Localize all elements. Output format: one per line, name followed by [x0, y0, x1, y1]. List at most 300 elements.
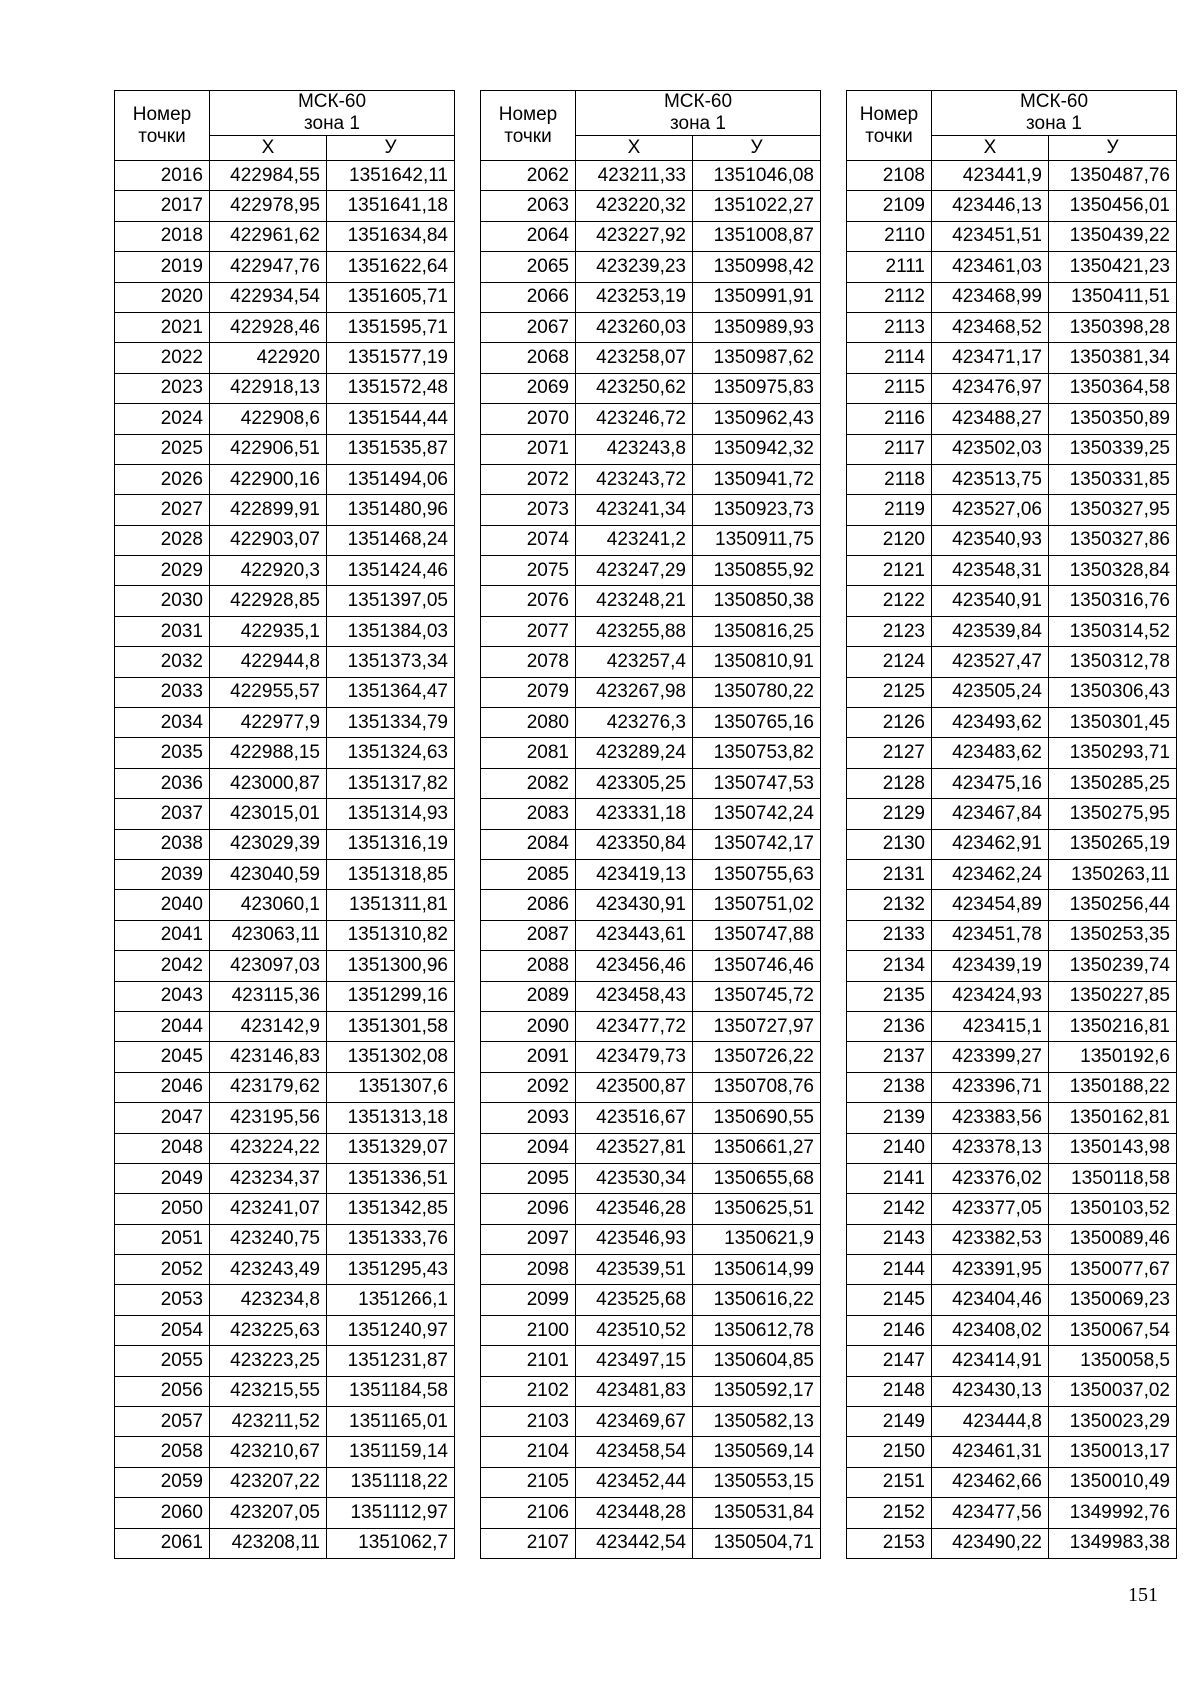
x-coordinate-cell: 423546,28 [576, 1194, 693, 1224]
y-coordinate-cell: 1351324,63 [327, 738, 455, 768]
x-coordinate-cell: 422903,07 [210, 525, 327, 555]
y-coordinate-cell: 1351634,84 [327, 221, 455, 251]
y-coordinate-cell: 1351062,7 [327, 1528, 455, 1558]
point-number-cell: 2146 [847, 1315, 932, 1345]
point-number-cell: 2128 [847, 768, 932, 798]
point-number-cell: 2117 [847, 434, 932, 464]
x-coordinate-cell: 423195,56 [210, 1103, 327, 1133]
table-row [115, 1133, 455, 1163]
point-number-cell: 2139 [847, 1103, 932, 1133]
point-number-cell: 2062 [481, 161, 576, 191]
x-coordinate-cell: 423548,31 [932, 556, 1049, 586]
point-number-cell: 2132 [847, 890, 932, 920]
table-row [115, 1346, 455, 1376]
y-coordinate-cell: 1351300,96 [327, 951, 455, 981]
point-number-cell: 2131 [847, 859, 932, 889]
table-row [481, 221, 821, 251]
coordinate-system-header: МСК-60 зона 1 [210, 91, 455, 136]
point-number-cell: 2033 [115, 677, 210, 707]
y-coordinate-cell: 1350089,46 [1049, 1224, 1177, 1254]
point-number-cell: 2092 [481, 1072, 576, 1102]
point-number-cell: 2114 [847, 343, 932, 373]
point-number-cell: 2112 [847, 282, 932, 312]
table-row [115, 647, 455, 677]
y-coordinate-cell: 1351318,85 [327, 859, 455, 889]
y-coordinate-cell: 1351595,71 [327, 312, 455, 342]
point-number-cell: 2122 [847, 586, 932, 616]
y-coordinate-cell: 1350192,6 [1049, 1042, 1177, 1072]
y-coordinate-cell: 1350411,51 [1049, 282, 1177, 312]
x-coordinate-cell: 423415,1 [932, 1011, 1049, 1041]
table-row [481, 1407, 821, 1437]
x-coordinate-cell: 423241,34 [576, 495, 693, 525]
point-number-cell: 2118 [847, 464, 932, 494]
table-row [847, 404, 1177, 434]
y-coordinate-cell: 1351364,47 [327, 677, 455, 707]
y-coordinate-cell: 1350331,85 [1049, 464, 1177, 494]
y-coordinate-cell: 1350989,93 [693, 312, 821, 342]
x-coordinate-cell: 423377,05 [932, 1194, 1049, 1224]
y-coordinate-cell: 1351165,01 [327, 1407, 455, 1437]
point-number-cell: 2024 [115, 404, 210, 434]
point-number-cell: 2098 [481, 1255, 576, 1285]
y-coordinate-cell: 1350726,22 [693, 1042, 821, 1072]
x-coordinate-cell: 423439,19 [932, 951, 1049, 981]
x-coordinate-cell: 423527,81 [576, 1133, 693, 1163]
y-coordinate-cell: 1350582,13 [693, 1407, 821, 1437]
point-number-cell: 2100 [481, 1315, 576, 1345]
y-coordinate-cell: 1350456,01 [1049, 191, 1177, 221]
x-coordinate-cell: 423383,56 [932, 1103, 1049, 1133]
y-coordinate-cell: 1350987,62 [693, 343, 821, 373]
point-number-cell: 2072 [481, 464, 576, 494]
y-coordinate-cell: 1350216,81 [1049, 1011, 1177, 1041]
y-coordinate-cell: 1350421,23 [1049, 252, 1177, 282]
y-coordinate-cell: 1350612,78 [693, 1315, 821, 1345]
point-number-cell: 2138 [847, 1072, 932, 1102]
y-coordinate-cell: 1349992,76 [1049, 1498, 1177, 1528]
table-row [847, 464, 1177, 494]
point-number-cell: 2096 [481, 1194, 576, 1224]
table-row [481, 556, 821, 586]
point-number-cell: 2099 [481, 1285, 576, 1315]
table-row [847, 282, 1177, 312]
table-row [115, 799, 455, 829]
y-coordinate-cell: 1350398,28 [1049, 312, 1177, 342]
table-row [847, 768, 1177, 798]
point-number-cell: 2047 [115, 1103, 210, 1133]
y-coordinate-cell: 1350188,22 [1049, 1072, 1177, 1102]
table-row [115, 738, 455, 768]
y-coordinate-cell: 1350253,35 [1049, 920, 1177, 950]
point-number-cell: 2130 [847, 829, 932, 859]
y-coordinate-cell: 1350339,25 [1049, 434, 1177, 464]
x-coordinate-cell: 423483,62 [932, 738, 1049, 768]
x-coordinate-cell: 423331,18 [576, 799, 693, 829]
point-number-cell: 2018 [115, 221, 210, 251]
table-row [847, 495, 1177, 525]
y-coordinate-cell: 1351231,87 [327, 1346, 455, 1376]
y-coordinate-cell: 1350614,99 [693, 1255, 821, 1285]
table-row [847, 890, 1177, 920]
y-coordinate-cell: 1351336,51 [327, 1163, 455, 1193]
table-row [481, 252, 821, 282]
x-coordinate-cell: 423243,72 [576, 464, 693, 494]
x-coordinate-cell: 423243,49 [210, 1255, 327, 1285]
point-number-cell: 2045 [115, 1042, 210, 1072]
y-coordinate-cell: 1350067,54 [1049, 1315, 1177, 1345]
table-row [847, 1467, 1177, 1497]
y-coordinate-cell: 1350690,55 [693, 1103, 821, 1133]
point-number-cell: 2056 [115, 1376, 210, 1406]
y-coordinate-cell: 1350487,76 [1049, 161, 1177, 191]
table-row [481, 525, 821, 555]
x-coordinate-cell: 423404,46 [932, 1285, 1049, 1315]
point-number-cell: 2110 [847, 221, 932, 251]
point-number-cell: 2111 [847, 252, 932, 282]
point-number-cell: 2061 [115, 1528, 210, 1558]
point-number-cell: 2102 [481, 1376, 576, 1406]
point-number-cell: 2105 [481, 1467, 576, 1497]
y-coordinate-cell: 1350010,49 [1049, 1467, 1177, 1497]
x-coordinate-cell: 422934,54 [210, 282, 327, 312]
y-coordinate-cell: 1350746,46 [693, 951, 821, 981]
x-coordinate-cell: 423234,37 [210, 1163, 327, 1193]
table-row [847, 1103, 1177, 1133]
point-number-cell: 2058 [115, 1437, 210, 1467]
table-row [115, 404, 455, 434]
point-number-cell: 2022 [115, 343, 210, 373]
x-coordinate-cell: 423239,23 [576, 252, 693, 282]
y-column-header: У [327, 136, 455, 161]
y-coordinate-cell: 1350753,82 [693, 738, 821, 768]
point-number-cell: 2125 [847, 677, 932, 707]
point-number-cell: 2141 [847, 1163, 932, 1193]
x-coordinate-cell: 423208,11 [210, 1528, 327, 1558]
table-row [847, 1285, 1177, 1315]
x-coordinate-cell: 423444,8 [932, 1407, 1049, 1437]
y-coordinate-cell: 1350553,15 [693, 1467, 821, 1497]
y-coordinate-cell: 1350604,85 [693, 1346, 821, 1376]
point-number-cell: 2031 [115, 616, 210, 646]
x-coordinate-cell: 423376,02 [932, 1163, 1049, 1193]
table-row [481, 1133, 821, 1163]
x-coordinate-cell: 423539,51 [576, 1255, 693, 1285]
y-coordinate-cell: 1350265,19 [1049, 829, 1177, 859]
table-row [115, 373, 455, 403]
coordinates-table-3 [846, 90, 1177, 1559]
x-coordinate-cell: 423378,13 [932, 1133, 1049, 1163]
point-number-cell: 2108 [847, 161, 932, 191]
x-coordinate-cell: 423015,01 [210, 799, 327, 829]
point-number-cell: 2136 [847, 1011, 932, 1041]
x-coordinate-cell: 423442,54 [576, 1528, 693, 1558]
x-coordinate-cell: 422920,3 [210, 556, 327, 586]
point-number-cell: 2148 [847, 1376, 932, 1406]
point-number-cell: 2030 [115, 586, 210, 616]
x-coordinate-cell: 422906,51 [210, 434, 327, 464]
table-row [115, 859, 455, 889]
point-number-cell: 2137 [847, 1042, 932, 1072]
x-coordinate-cell: 423479,73 [576, 1042, 693, 1072]
y-coordinate-cell: 1350923,73 [693, 495, 821, 525]
table-row [847, 1224, 1177, 1254]
y-coordinate-cell: 1350263,11 [1049, 859, 1177, 889]
coordinates-table-body [481, 161, 821, 1559]
table-row [115, 252, 455, 282]
table-row [847, 616, 1177, 646]
table-row [847, 951, 1177, 981]
y-coordinate-cell: 1350727,97 [693, 1011, 821, 1041]
x-coordinate-cell: 423408,02 [932, 1315, 1049, 1345]
y-coordinate-cell: 1350504,71 [693, 1528, 821, 1558]
x-coordinate-cell: 423446,13 [932, 191, 1049, 221]
y-coordinate-cell: 1351577,19 [327, 343, 455, 373]
table-row [481, 799, 821, 829]
coordinate-system-header: МСК-60 зона 1 [576, 91, 821, 136]
table-row [481, 434, 821, 464]
point-number-cell: 2150 [847, 1437, 932, 1467]
point-number-cell: 2057 [115, 1407, 210, 1437]
table-row [115, 434, 455, 464]
point-number-cell: 2120 [847, 525, 932, 555]
x-coordinate-cell: 423462,66 [932, 1467, 1049, 1497]
y-coordinate-cell: 1351641,18 [327, 191, 455, 221]
x-coordinate-cell: 422961,62 [210, 221, 327, 251]
table-row [481, 1437, 821, 1467]
x-coordinate-cell: 423211,52 [210, 1407, 327, 1437]
y-coordinate-cell: 1350911,75 [693, 525, 821, 555]
y-coordinate-cell: 1350765,16 [693, 708, 821, 738]
x-coordinate-cell: 423451,78 [932, 920, 1049, 950]
y-coordinate-cell: 1350655,68 [693, 1163, 821, 1193]
x-coordinate-cell: 423224,22 [210, 1133, 327, 1163]
point-number-cell: 2044 [115, 1011, 210, 1041]
point-number-cell: 2050 [115, 1194, 210, 1224]
y-coordinate-cell: 1351384,03 [327, 616, 455, 646]
y-coordinate-cell: 1350661,27 [693, 1133, 821, 1163]
table-row [115, 1042, 455, 1072]
point-number-cell: 2147 [847, 1346, 932, 1376]
y-coordinate-cell: 1350306,43 [1049, 677, 1177, 707]
point-number-cell: 2054 [115, 1315, 210, 1345]
y-coordinate-cell: 1350592,17 [693, 1376, 821, 1406]
x-coordinate-cell: 423225,63 [210, 1315, 327, 1345]
table-row [115, 1011, 455, 1041]
x-coordinate-cell: 422977,9 [210, 708, 327, 738]
x-coordinate-cell: 423462,91 [932, 829, 1049, 859]
x-coordinate-cell: 423452,44 [576, 1467, 693, 1497]
x-coordinate-cell: 423456,46 [576, 951, 693, 981]
point-number-cell: 2041 [115, 920, 210, 950]
x-coordinate-cell: 423477,56 [932, 1498, 1049, 1528]
table-row [115, 191, 455, 221]
x-coordinate-cell: 422988,15 [210, 738, 327, 768]
table-row [847, 799, 1177, 829]
y-coordinate-cell: 1350780,22 [693, 677, 821, 707]
y-coordinate-cell: 1351008,87 [693, 221, 821, 251]
table-row [481, 1011, 821, 1041]
y-coordinate-cell: 1350316,76 [1049, 586, 1177, 616]
point-number-cell: 2127 [847, 738, 932, 768]
table-row [847, 677, 1177, 707]
point-number-cell: 2020 [115, 282, 210, 312]
table-row [847, 1376, 1177, 1406]
y-coordinate-cell: 1351112,97 [327, 1498, 455, 1528]
y-coordinate-cell: 1351313,18 [327, 1103, 455, 1133]
point-number-cell: 2123 [847, 616, 932, 646]
y-coordinate-cell: 1351310,82 [327, 920, 455, 950]
y-coordinate-cell: 1350745,72 [693, 981, 821, 1011]
point-number-cell: 2107 [481, 1528, 576, 1558]
x-coordinate-cell: 423462,24 [932, 859, 1049, 889]
table-row [115, 312, 455, 342]
x-column-header: Х [210, 136, 327, 161]
point-number-cell: 2066 [481, 282, 576, 312]
table-row [847, 647, 1177, 677]
x-coordinate-cell: 423267,98 [576, 677, 693, 707]
point-number-cell: 2042 [115, 951, 210, 981]
y-coordinate-cell: 1351468,24 [327, 525, 455, 555]
point-number-cell: 2075 [481, 556, 576, 586]
table-row [481, 890, 821, 920]
point-number-cell: 2078 [481, 647, 576, 677]
point-number-header: Номер точки [115, 91, 210, 161]
y-coordinate-cell: 1350143,98 [1049, 1133, 1177, 1163]
x-coordinate-cell: 423211,33 [576, 161, 693, 191]
y-coordinate-cell: 1350816,25 [693, 616, 821, 646]
x-coordinate-cell: 423527,06 [932, 495, 1049, 525]
x-coordinate-cell: 423546,93 [576, 1224, 693, 1254]
y-coordinate-cell: 1350069,23 [1049, 1285, 1177, 1315]
y-coordinate-cell: 1351240,97 [327, 1315, 455, 1345]
y-coordinate-cell: 1350013,17 [1049, 1437, 1177, 1467]
table-row [481, 1072, 821, 1102]
x-coordinate-cell: 423530,34 [576, 1163, 693, 1193]
x-coordinate-cell: 423255,88 [576, 616, 693, 646]
y-coordinate-cell: 1351605,71 [327, 282, 455, 312]
point-number-cell: 2129 [847, 799, 932, 829]
point-number-cell: 2021 [115, 312, 210, 342]
table-row [115, 282, 455, 312]
table-row [847, 1133, 1177, 1163]
x-coordinate-cell: 423461,03 [932, 252, 1049, 282]
point-number-cell: 2055 [115, 1346, 210, 1376]
x-coordinate-cell: 423493,62 [932, 708, 1049, 738]
y-coordinate-cell: 1350975,83 [693, 373, 821, 403]
table-row [115, 161, 455, 191]
table-row [847, 191, 1177, 221]
page-number: 151 [1128, 1584, 1158, 1606]
y-coordinate-cell: 1350275,95 [1049, 799, 1177, 829]
point-number-cell: 2036 [115, 768, 210, 798]
table-row [847, 829, 1177, 859]
y-coordinate-cell: 1351622,64 [327, 252, 455, 282]
table-row [481, 920, 821, 950]
y-coordinate-cell: 1351295,43 [327, 1255, 455, 1285]
table-row [847, 312, 1177, 342]
coordinates-table-body [115, 161, 455, 1559]
x-coordinate-cell: 422908,6 [210, 404, 327, 434]
point-number-cell: 2094 [481, 1133, 576, 1163]
point-number-cell: 2104 [481, 1437, 576, 1467]
y-coordinate-cell: 1350942,32 [693, 434, 821, 464]
point-number-cell: 2152 [847, 1498, 932, 1528]
x-coordinate-cell: 423350,84 [576, 829, 693, 859]
point-number-cell: 2023 [115, 373, 210, 403]
point-number-cell: 2090 [481, 1011, 576, 1041]
table-row [481, 282, 821, 312]
table-row [481, 312, 821, 342]
point-number-cell: 2133 [847, 920, 932, 950]
point-number-cell: 2035 [115, 738, 210, 768]
x-coordinate-cell: 423458,54 [576, 1437, 693, 1467]
x-coordinate-cell: 423468,52 [932, 312, 1049, 342]
table-row [847, 434, 1177, 464]
x-coordinate-cell: 422899,91 [210, 495, 327, 525]
table-row [481, 1163, 821, 1193]
table-row [115, 1407, 455, 1437]
y-coordinate-cell: 1350850,38 [693, 586, 821, 616]
x-coordinate-cell: 422920 [210, 343, 327, 373]
table-row [115, 464, 455, 494]
y-coordinate-cell: 1350962,43 [693, 404, 821, 434]
y-coordinate-cell: 1351480,96 [327, 495, 455, 525]
table-row [481, 1224, 821, 1254]
point-number-cell: 2040 [115, 890, 210, 920]
point-number-cell: 2019 [115, 252, 210, 282]
point-number-cell: 2051 [115, 1224, 210, 1254]
table-row [847, 1437, 1177, 1467]
point-number-cell: 2076 [481, 586, 576, 616]
y-coordinate-cell: 1351544,44 [327, 404, 455, 434]
point-number-cell: 2097 [481, 1224, 576, 1254]
y-coordinate-cell: 1350855,92 [693, 556, 821, 586]
table-row [481, 161, 821, 191]
x-coordinate-cell: 423000,87 [210, 768, 327, 798]
table-row [847, 1407, 1177, 1437]
table-row [847, 1528, 1177, 1558]
table-row [481, 708, 821, 738]
point-number-cell: 2077 [481, 616, 576, 646]
table-row [847, 525, 1177, 555]
table-row [481, 495, 821, 525]
y-coordinate-cell: 1350439,22 [1049, 221, 1177, 251]
point-number-cell: 2144 [847, 1255, 932, 1285]
x-coordinate-cell: 423223,25 [210, 1346, 327, 1376]
y-coordinate-cell: 1350941,72 [693, 464, 821, 494]
point-number-cell: 2065 [481, 252, 576, 282]
x-coordinate-cell: 423220,32 [576, 191, 693, 221]
x-coordinate-cell: 423207,05 [210, 1498, 327, 1528]
table-row [847, 708, 1177, 738]
table-row [847, 1163, 1177, 1193]
point-number-cell: 2087 [481, 920, 576, 950]
point-number-cell: 2103 [481, 1407, 576, 1437]
table-row [115, 1194, 455, 1224]
point-number-cell: 2028 [115, 525, 210, 555]
point-number-cell: 2029 [115, 556, 210, 586]
y-coordinate-cell: 1350742,24 [693, 799, 821, 829]
x-coordinate-cell: 423458,43 [576, 981, 693, 1011]
y-coordinate-cell: 1351397,05 [327, 586, 455, 616]
x-coordinate-cell: 423234,8 [210, 1285, 327, 1315]
x-coordinate-cell: 423488,27 [932, 404, 1049, 434]
table-row [115, 951, 455, 981]
y-coordinate-cell: 1350327,86 [1049, 525, 1177, 555]
point-number-cell: 2116 [847, 404, 932, 434]
y-coordinate-cell: 1350810,91 [693, 647, 821, 677]
